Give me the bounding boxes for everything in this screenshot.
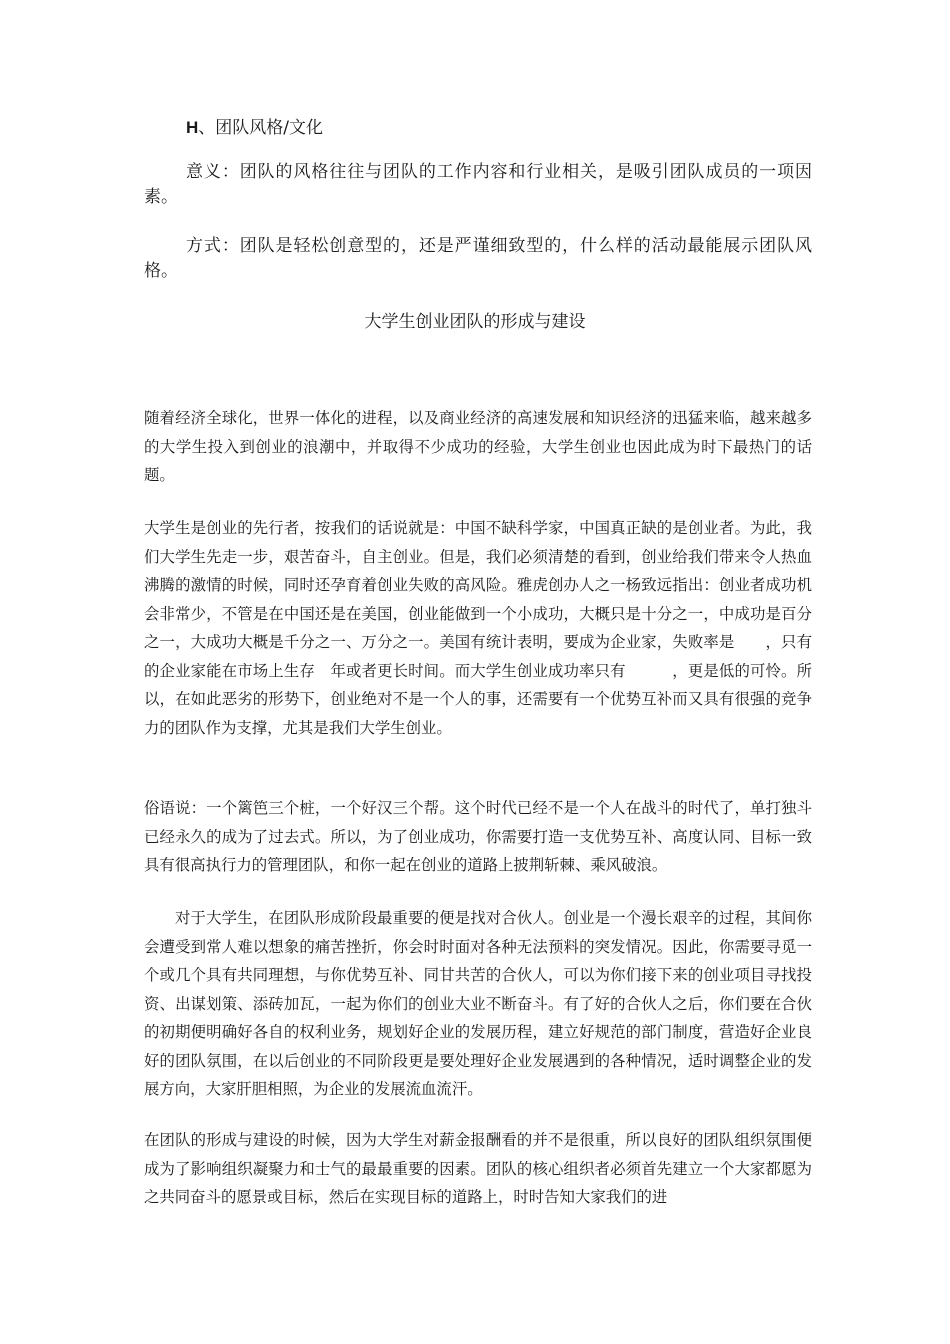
section-heading bbox=[186, 116, 323, 140]
article-title: 大学生创业团队的形成与建设 bbox=[364, 312, 586, 332]
section-method-paragraph: 方式：团队是轻松创意型的，还是严谨细致型的，什么样的活动最能展示团队风格。 bbox=[144, 236, 812, 281]
article-paragraph-5: 在团队的形成与建设的时候，因为大学生对薪金报酬看的并不是很重，所以良好的团队组织氛围便成为了影响组织凝聚力和士气的最最重要的因素。团队的核心组织者必须首先建立一个大家都愿为之共同奋斗的愿景或目标，然后在实现目标的道路上，时时告知大家我们的进 bbox=[144, 1131, 812, 1206]
article-paragraph-1: 随着经济全球化，世界一体化的进程，以及商业经济的高速发展和知识经济的迅猛来临，越来越多的大学生投入到创业的浪潮中，并取得不少成功的经验，大学生创业也因此成为时下最热门的话题。 bbox=[144, 409, 812, 484]
section-heading-letter: H bbox=[186, 118, 199, 137]
article-paragraph-2: 大学生是创业的先行者，按我们的话说就是：中国不缺科学家，中国真正缺的是创业者。为此，我们大学生先走一步，艰苦奋斗，自主创业。但是，我们必须清楚的看到，创业给我们带来令人热血沸腾的激情的时候，同时还孕育着创业失败的高风险。雅虎创办人之一杨致远指出：创业者成功机会非常少，不管是在中国还是在美国，创业能做到一个小成功，大概只是十分之一，中成功是百分之一，大成功大概是千分之一、万分之一。美国有统计表明，要成为企业家，失败率是 ，只有 的企业家能在市场上生存 年或者更长时间。而大学生创业成功率只有 ，更是低的可怜。所以，在如此恶劣的形势下，创业绝对不是一个人的事，还需要有一个优势互补而又具有很强的竞争力的团队作为支撑，尤其是我们大学生创业。 bbox=[144, 519, 833, 737]
section-meaning-paragraph: 意义：团队的风格往往与团队的工作内容和行业相关，是吸引团队成员的一项因素。 bbox=[144, 162, 812, 207]
article-paragraph-4: 对于大学生，在团队形成阶段最重要的便是找对合伙人。创业是一个漫长艰辛的过程，其间你会遭受到常人难以想象的痛苦挫折，你会时时面对各种无法预料的突发情况。因此，你需要寻觅一个或几个具有共同理想，与你优势互补、同甘共苦的合伙人，可以为你们接下来的创业项目寻找投资、出谋划策、添砖加瓦，一起为你们的创业大业不断奋斗。有了好的合伙人之后，你们要在合伙的初期便明确好各自的权利业务，规划好企业的发展历程，建立好规范的部门制度，营造好企业良好的团队氛围，在以后创业的不同阶段更是要处理好企业发展遇到的各种情况，适时调整企业的发展方向，大家肝胆相照，为企业的发展流血流汗。 bbox=[144, 909, 812, 1098]
article-paragraph-3: 俗语说：一个篱笆三个桩，一个好汉三个帮。这个时代已经不是一个人在战斗的时代了，单打独斗已经永久的成为了过去式。所以，为了创业成功，你需要打造一支优势互补、高度认同、目标一致具有很高执行力的管理团队，和你一起在创业的道路上披荆斩棘、乘风破浪。 bbox=[144, 799, 812, 874]
section-heading-text: 、团队风格/文化 bbox=[198, 118, 324, 138]
